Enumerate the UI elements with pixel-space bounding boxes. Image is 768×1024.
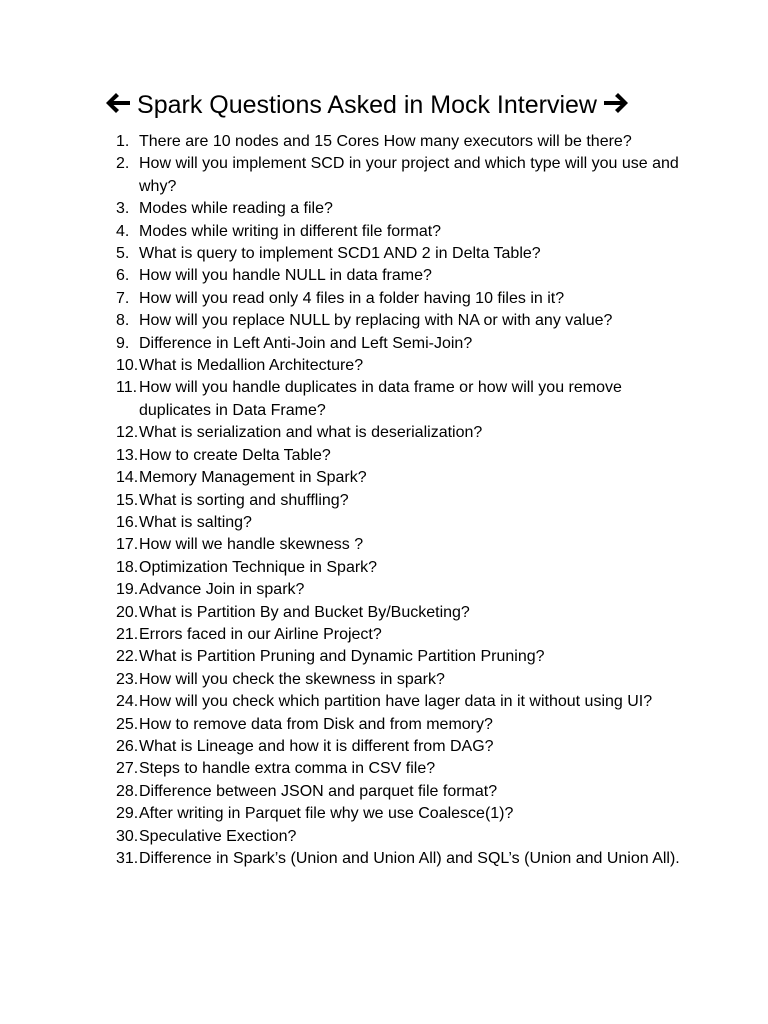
question-number: 11.: [116, 379, 138, 397]
arrow-left-icon: [105, 92, 131, 114]
question-number: 21.: [116, 625, 139, 643]
question-item: [112, 602, 692, 624]
question-text: What is salting?: [139, 513, 252, 531]
question-item: [112, 669, 692, 691]
question-number: 9.: [116, 334, 130, 352]
question-number: 24.: [116, 693, 139, 711]
question-number: 29.: [116, 805, 139, 823]
question-number: 1.: [116, 133, 130, 150]
question-item: [112, 512, 692, 534]
question-text: Modes while reading a file?: [139, 200, 333, 218]
question-text: Difference in Spark’s (Union and Union All) and SQL’s (Union and Union All).: [139, 850, 680, 867]
question-number: 3.: [116, 200, 130, 218]
question-item: [112, 310, 692, 332]
question-text: What is serialization and what is deserialization?: [139, 424, 483, 442]
question-item: [112, 445, 692, 467]
question-item: [112, 377, 692, 422]
question-item: [112, 557, 692, 579]
question-number: 4.: [116, 222, 130, 240]
question-text: How will we handle skewness ?: [139, 536, 364, 554]
question-item: [112, 288, 692, 310]
question-text: Steps to handle extra comma in CSV file?: [139, 760, 436, 778]
question-number: 10.: [116, 357, 139, 375]
question-number: 23.: [116, 670, 139, 688]
question-text: How will you check which partition have lager data in it without using UI?: [139, 693, 653, 711]
question-number: 22.: [116, 648, 139, 666]
question-item: [112, 243, 692, 265]
question-number: 6.: [116, 267, 130, 285]
question-text: Modes while writing in different file format?: [139, 222, 442, 240]
question-number: 2.: [116, 155, 130, 173]
question-text: What is query to implement SCD1 AND 2 in Delta Table?: [139, 245, 541, 263]
question-text: How will you check the skewness in spark?: [139, 670, 445, 688]
question-text: What is Medallion Architecture?: [139, 357, 364, 375]
question-item: [112, 646, 692, 668]
question-item: [112, 781, 692, 803]
question-list: [112, 131, 692, 870]
question-number: 28.: [116, 782, 139, 800]
question-text: Optimization Technique in Spark?: [139, 558, 378, 576]
question-item: [112, 803, 692, 825]
question-item: [112, 714, 692, 736]
title-text: Spark Questions Asked in Mock Interview: [137, 91, 597, 120]
page-title: [0, 86, 734, 123]
question-number: 18.: [116, 558, 139, 576]
question-number: 26.: [116, 737, 139, 755]
question-item: [112, 579, 692, 601]
question-number: 5.: [116, 245, 130, 263]
question-text: How will you implement SCD in your project and which type will you use and why?: [139, 155, 679, 195]
question-item: [112, 221, 692, 243]
question-item: [112, 467, 692, 489]
question-item: [112, 333, 692, 355]
arrow-right-icon: [603, 92, 629, 114]
question-text: What is sorting and shuffling?: [139, 491, 349, 509]
question-text: Speculative Exection?: [139, 827, 297, 845]
question-item: [112, 758, 692, 780]
question-item: [112, 826, 692, 848]
question-item: [112, 490, 692, 512]
question-number: 25.: [116, 715, 139, 733]
question-item: [112, 198, 692, 220]
question-item: [112, 153, 692, 198]
question-text: What is Partition Pruning and Dynamic Partition Pruning?: [139, 648, 545, 666]
question-number: 12.: [116, 424, 139, 442]
question-number: 15.: [116, 491, 139, 509]
question-text: Advance Join in spark?: [139, 581, 305, 599]
question-text: How will you read only 4 files in a folder having 10 files in it?: [139, 289, 565, 307]
question-number: 17.: [116, 536, 139, 554]
question-item: [112, 422, 692, 444]
question-number: 30.: [116, 827, 139, 845]
question-item: [112, 265, 692, 287]
question-number: 13.: [116, 446, 139, 464]
question-text: Difference in Left Anti-Join and Left Semi-Join?: [139, 334, 473, 352]
question-item: [112, 736, 692, 758]
question-text: There are 10 nodes and 15 Cores How many executors will be there?: [139, 133, 632, 150]
question-item: [112, 691, 692, 713]
question-text: What is Lineage and how it is different from DAG?: [139, 737, 494, 755]
question-number: 14.: [116, 469, 139, 487]
question-text: How will you replace NULL by replacing with NA or with any value?: [139, 312, 613, 330]
question-item: [112, 624, 692, 646]
question-text: How will you handle duplicates in data frame or how will you remove duplicates in Data Frame?: [139, 379, 622, 419]
question-item: [112, 131, 692, 153]
question-text: How to create Delta Table?: [139, 446, 331, 464]
question-text: How to remove data from Disk and from memory?: [139, 715, 493, 733]
question-text: Difference between JSON and parquet file format?: [139, 782, 498, 800]
question-item: [112, 848, 692, 870]
question-text: Errors faced in our Airline Project?: [139, 625, 382, 643]
question-number: 19.: [116, 581, 139, 599]
question-text: How will you handle NULL in data frame?: [139, 267, 432, 285]
question-number: 7.: [116, 289, 130, 307]
question-number: 8.: [116, 312, 130, 330]
question-text: After writing in Parquet file why we use Coalesce(1)?: [139, 805, 514, 823]
question-number: 27.: [116, 760, 139, 778]
question-text: Memory Management in Spark?: [139, 469, 367, 487]
question-text: What is Partition By and Bucket By/Bucketing?: [139, 603, 470, 621]
question-number: 20.: [116, 603, 139, 621]
question-number: 16.: [116, 513, 139, 531]
question-item: [112, 534, 692, 556]
question-number: 31.: [116, 850, 139, 867]
question-item: [112, 355, 692, 377]
